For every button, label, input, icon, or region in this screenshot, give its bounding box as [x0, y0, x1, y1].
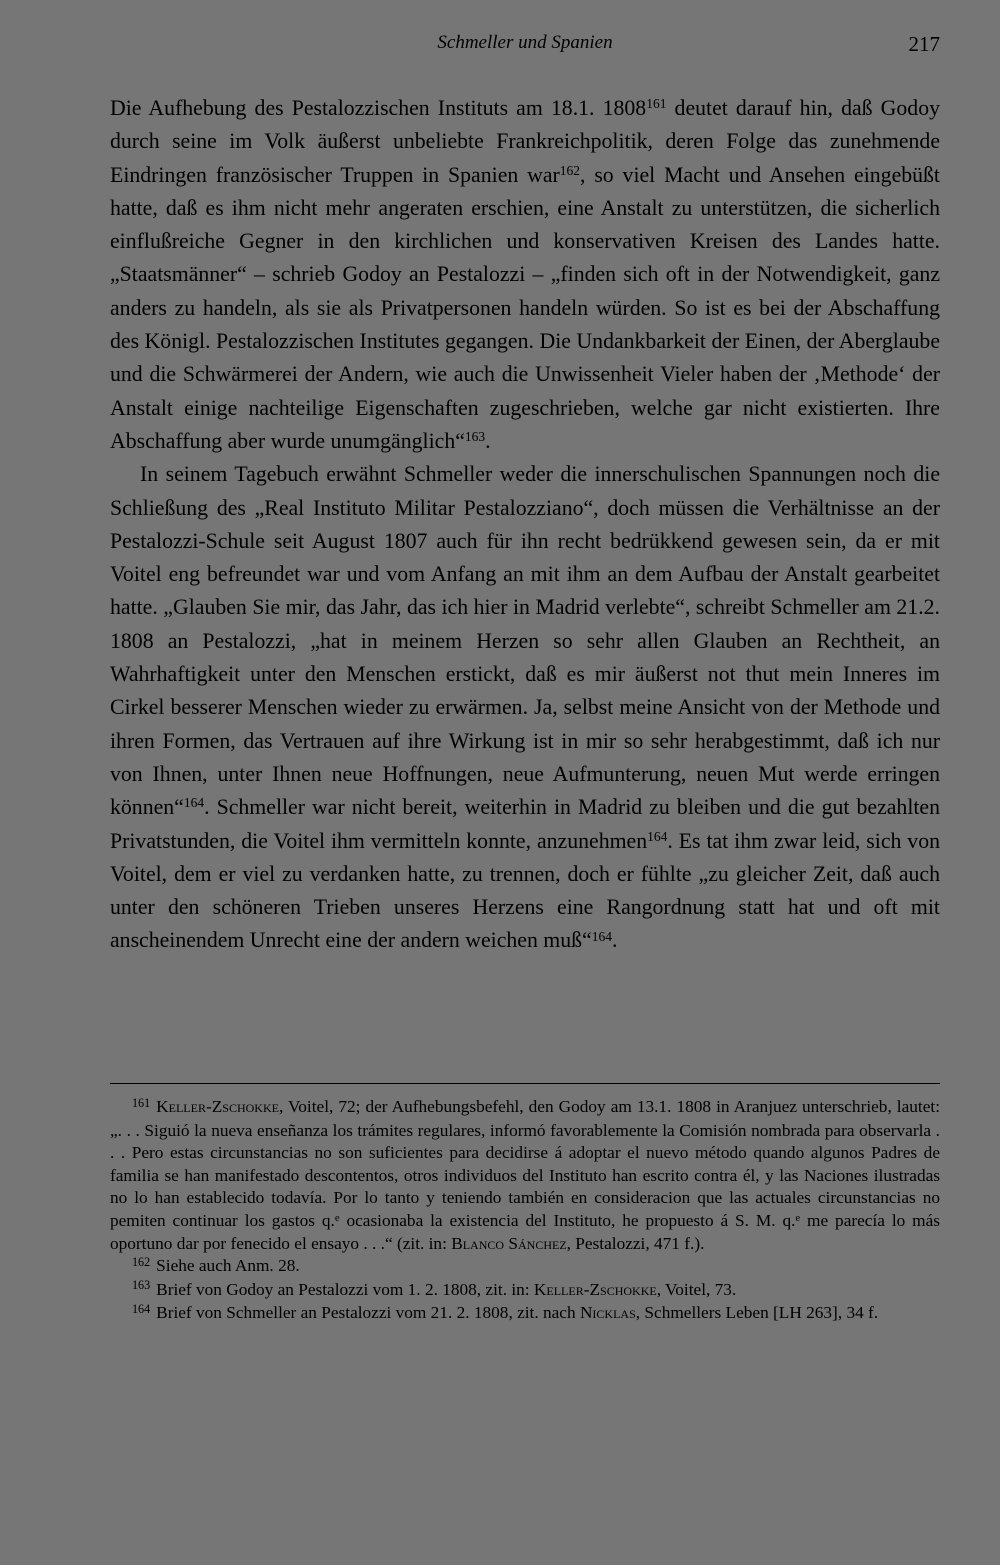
footnotes	[110, 1096, 940, 1326]
paragraph-text: . Es tat ihm zwar leid, sich von Voitel, dem er viel zu verdanken hatte, zu trennen, doch er fühlte „zu gleicher Zeit, daß auch unter den schöneren Trieben unseres Herzens eine Rangordnung statt hat und oft mit anscheinendem Unrecht eine der andern weichen muß“	[110, 828, 940, 953]
paragraph-text: In seinem Tagebuch erwähnt Schmeller weder die innerschulischen Spannungen noch die Schließung des „Real Instituto Militar Pestalozziano“, doch müssen die Verhältnisse an der Pestalozzi-Schule seit August 1807 auch für ihn recht bedrükkend gewesen sein, da er mit Voitel eng befreundet war und vom Anfang an mit ihm an dem Aufbau der Anstalt gearbeitet hatte. „Glauben Sie mir, das Jahr, das ich hier in Madrid verlebte“, schreibt Schmeller am 21.2. 1808 an Pestalozzi, „hat in meinem Herzen so sehr allen Glauben an Rechtheit, an Wahrhaftigkeit unter den Menschen erstickt, daß es mir äußerst not thut mein Inneres im Cirkel besserer Menschen wieder zu erwärmen. Ja, selbst meine Ansicht von der Methode und ihren Formen, das Vertrauen auf ihre Wirkung ist in mir so sehr herabgestimmt, daß ich nur von Ihnen, unter Ihnen neue Hoffnungen, neue Aufmunterung, neuen Mut werde erringen können“	[110, 462, 940, 820]
footnote-number: 162	[132, 1254, 151, 1269]
footnote-text: Brief von Godoy an Pestalozzi vom 1. 2. 1808, zit. in:	[156, 1279, 534, 1299]
superscript-e: e	[334, 1211, 340, 1224]
footnote-number: 161	[132, 1095, 151, 1110]
footnote-text: me parecía lo más oportuno dar por fenecido el ensayo . . .“ (zit. in:	[110, 1210, 940, 1253]
paragraph-text: .	[612, 928, 618, 953]
footnote-text: Siehe auch Anm. 28.	[156, 1256, 300, 1276]
footnote-ref-162: 162	[559, 162, 581, 178]
footnote-ref-161: 161	[646, 96, 667, 112]
footnote-number: 164	[132, 1301, 151, 1316]
author-name: Keller-Zschokke	[156, 1097, 279, 1116]
footnote-ref-164: 164	[183, 795, 205, 811]
footnote-ref-164: 164	[591, 928, 612, 944]
page-number: 217	[908, 32, 940, 56]
paragraph-2	[110, 458, 940, 957]
superscript-e: e	[795, 1211, 801, 1224]
paragraph-text: Die Aufhebung des Pestalozzischen Instituts am 18.1. 1808	[110, 96, 647, 120]
footnote-ref-164: 164	[647, 828, 668, 844]
footnote-text: , Pestalozzi, 471 f.).	[566, 1233, 705, 1253]
footnote-163	[110, 1279, 940, 1303]
footnote-ref-163: 163	[464, 429, 486, 445]
running-head	[110, 30, 940, 60]
author-name: Keller-Zschokke	[533, 1279, 657, 1299]
author-name: Blanco Sánchez	[451, 1233, 567, 1253]
footnote-text: Brief von Schmeller an Pestalozzi vom 21. 2. 1808, zit. nach	[156, 1303, 580, 1323]
paragraph-text: .	[485, 428, 491, 453]
footnote-number: 163	[132, 1278, 151, 1293]
footnote-161	[110, 1096, 940, 1255]
author-name: Nicklas	[579, 1303, 636, 1323]
footnote-text: , Voitel, 73.	[656, 1279, 737, 1299]
footnote-text: , Voitel, 72; der Aufhebungsbefehl, den Godoy am 13.1. 1808 in Aranjuez unterschrieb, lautet: „. . . Siguió la nueva enseñanza los trámites regulares, informó favorablemente la Comisión nombrada para observarla . . . Pero estas circunstancias no son suficientes para decidirse á adoptar el nuevo método quando algunos Padres de familia se han manifestado descontentos, otros individuos del Instituto han escrito contra él, y las Naciones ilustradas no lo han establecido todavía. Por lo tanto y teniendo también en consideracion que las actuales circunstancias no pemiten continuar los gastos q.	[110, 1097, 940, 1230]
footnote-text: ocasionaba la existencia del Instituto, he propuesto á S. M. q.	[339, 1210, 796, 1230]
footnote-text: , Schmellers Leben [LH 263], 34 f.	[635, 1303, 879, 1323]
body-text	[110, 92, 940, 958]
running-title: Schmeller und Spanien	[437, 32, 613, 53]
paragraph-text: . Schmeller war nicht bereit, weiterhin in Madrid zu bleiben und die gut bezahlten Privatstunden, die Voitel ihm vermitteln konnte, anzunehmen	[110, 795, 940, 853]
footnote-162	[110, 1255, 940, 1279]
paragraph-1	[110, 92, 940, 458]
footnote-164	[110, 1302, 940, 1326]
footnote-rule	[110, 1083, 940, 1084]
paragraph-text: , so viel Macht und Ansehen eingebüßt hatte, daß es ihm nicht mehr angeraten erschien, eine Anstalt zu unterstützen, die sicherlich einflußreiche Gegner in den kirchlichen und konservativen Kreisen des Landes hatte. „Staatsmänner“ – schrieb Godoy an Pestalozzi – „finden sich oft in der Notwendigkeit, ganz anders zu handeln, als sie als Privatpersonen handeln würden. So ist es bei der Abschaffung des Königl. Pestalozzischen Institutes gegangen. Die Undankbarkeit der Einen, der Aberglaube und die Schwärmerei der Andern, wie auch die Unwissenheit Vieler haben der ‚Methode‘ der Anstalt einige nachteilige Eigenschaften zugeschrieben, welche gar nicht existierten. Ihre Abschaffung aber wurde unumgänglich“	[110, 162, 940, 453]
paragraph-text: deutet darauf hin, daß Godoy durch seine im Volk äußerst unbeliebte Frankreichpolitik, deren Folge das zunehmende Eindringen französischer Truppen in Spanien war	[110, 96, 940, 187]
